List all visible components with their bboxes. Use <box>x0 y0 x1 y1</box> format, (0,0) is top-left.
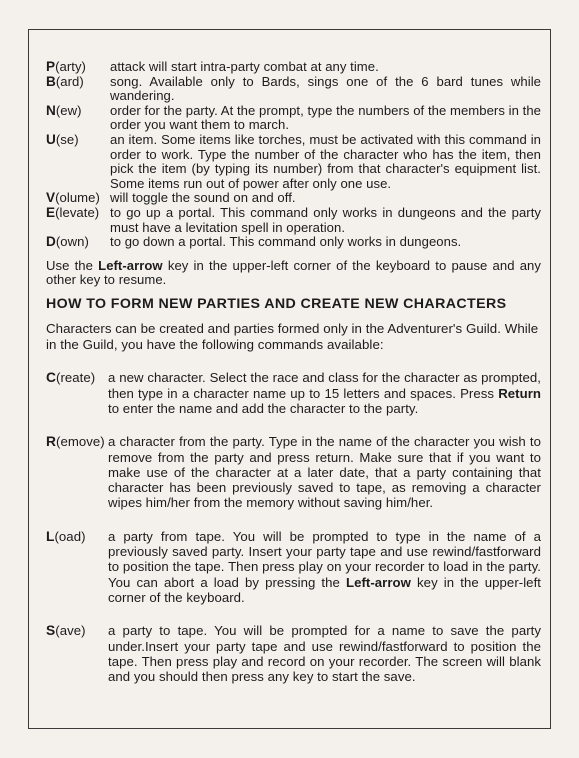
party-command-list <box>46 60 541 250</box>
command-new <box>46 104 541 133</box>
command-term: U(se) <box>46 131 79 147</box>
command-term: R(emove) <box>46 434 105 450</box>
manual-page <box>46 60 541 684</box>
command-elevate <box>46 206 541 235</box>
guild-command-create: C(reate) a new character. Select the race and class for the character as prompted, then type in a character name up to 15 letters and spaces. Press Return to enter the name and add the character to the party. <box>46 370 541 416</box>
command-description: will toggle the sound on and off. <box>110 190 296 206</box>
key-name: Left-arrow <box>345 574 411 590</box>
command-description: order for the party. At the prompt, type the numbers of the members in the order you want them to march. <box>110 102 541 133</box>
command-term: S(ave) <box>46 623 86 639</box>
command-term: B(ard) <box>46 73 84 89</box>
command-term: N(ew) <box>46 102 82 118</box>
command-term: E(levate) <box>46 204 100 220</box>
pause-instructions: Use the Left-arrow key in the upper-left corner of the keyboard to pause and any other key to resume. <box>46 257 541 288</box>
guild-intro: Characters can be created and parties formed only in the Adventurer's Guild. While in the Guild, you have the following commands available: <box>46 321 539 352</box>
command-description: song. Available only to Bards, sings one of the 6 bard tunes while wandering. <box>110 73 541 104</box>
command-description: attack will start intra-party combat at any time. <box>110 59 379 74</box>
command-term: L(oad) <box>46 528 86 544</box>
command-use <box>46 133 541 191</box>
command-down <box>46 235 541 250</box>
section-heading: HOW TO FORM NEW PARTIES AND CREATE NEW CHARACTERS <box>46 295 507 312</box>
key-name: Left-arrow <box>98 257 163 273</box>
command-party <box>46 60 541 75</box>
command-term: P(arty) <box>46 59 86 74</box>
command-term: C(reate) <box>46 370 96 386</box>
guild-command-save: S(ave) a party to tape. You will be prompted for a name to save the party under.Insert your party tape and use rewind/fastforward to position the tape. Then press play and record on your recorder. The screen will blank and you should then press any key to start the save. <box>46 623 541 685</box>
command-description: to go down a portal. This command only works in dungeons. <box>110 234 462 250</box>
command-term: V(olume) <box>46 190 100 206</box>
command-bard <box>46 75 541 104</box>
guild-command-remove: R(emove) a character from the party. Type in the name of the character you wish to remove from the party and press return. Make sure that if you want to make use of the character at a later date, that a party containing that character has been previously saved to tape, as removing a character wipes him/her from the memory without saving him/her. <box>46 434 541 511</box>
command-description: to go up a portal. This command only works in dungeons and the party must have a levitation spell in operation. <box>110 204 541 235</box>
command-volume <box>46 191 541 206</box>
command-description: an item. Some items like torches, must be activated with this command in order to work. Type the number of the character who has the item, then pick the item (by typing its number) from that character's equipment list. Some items run out of power after only one use. <box>110 131 541 191</box>
key-name: Return <box>498 385 541 401</box>
command-term: D(own) <box>46 234 89 250</box>
guild-command-load: L(oad) a party from tape. You will be prompted to type in the name of a previously saved party. Insert your party tape and use rewind/fastforward to position the tape. Then press play on your recorder to load in the party. You can abort a load by pressing the Left-arrow key in the upper-left corner of the keyboard. <box>46 528 541 605</box>
